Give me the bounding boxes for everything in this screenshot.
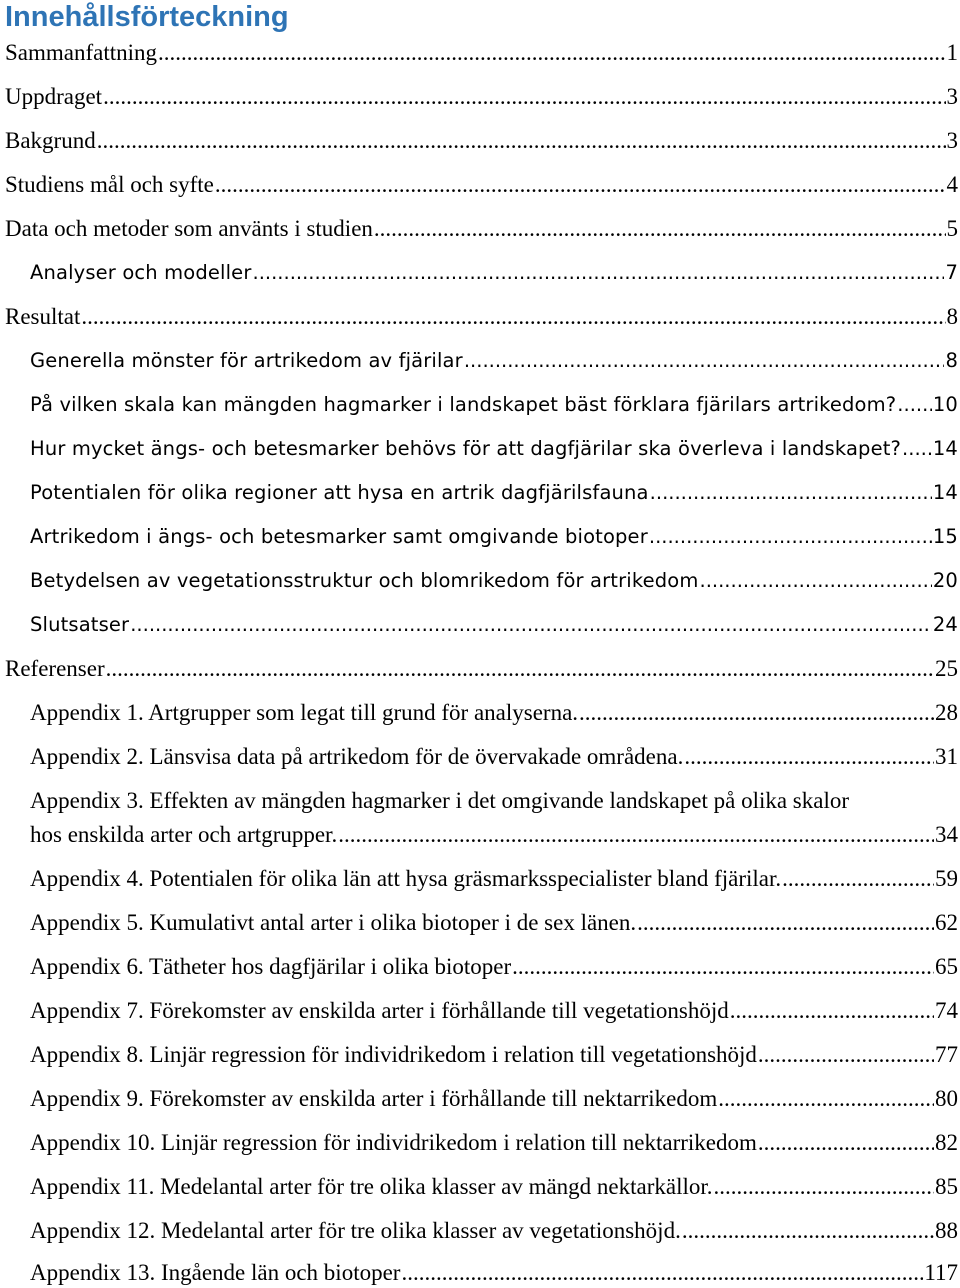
toc-entry-generella-monster[interactable]: [30, 346, 958, 376]
dot-leader: [782, 864, 934, 894]
dot-leader: [714, 1172, 934, 1202]
toc-entry-page: 82: [935, 1130, 958, 1155]
dot-leader: [97, 126, 946, 156]
toc-entry-page: 77: [935, 1042, 958, 1067]
toc-entry-hur-mycket[interactable]: [30, 434, 958, 464]
toc-entry-page: 20: [932, 569, 958, 592]
toc-entry-label: Hur mycket ängs- och betesmarker behövs för att dagfjärilar ska överleva i landskapet?: [30, 437, 902, 460]
toc-entry-label: Potentialen för olika regioner att hysa en artrik dagfjärilsfauna: [30, 481, 649, 504]
dot-leader: [253, 258, 945, 288]
dot-leader: [649, 522, 932, 552]
toc-entry-label: Generella mönster för artrikedom av fjärilar: [30, 349, 463, 372]
toc-entry-studiens-mal[interactable]: [5, 170, 958, 200]
dot-leader: [579, 698, 934, 728]
dot-leader: [130, 610, 932, 640]
toc-entry-label: Artrikedom i ängs- och betesmarker samt omgivande biotoper: [30, 525, 648, 548]
toc-entry-page: 10: [932, 393, 958, 416]
toc-entry-label: Appendix 8. Linjär regression för individrikedom i relation till vegetationshöjd: [30, 1042, 757, 1067]
toc-entry-page: 14: [932, 437, 958, 460]
toc-entry-page: 34: [935, 822, 958, 847]
toc-entry-betydelsen[interactable]: [30, 566, 958, 596]
toc-entry-pa-vilken-skala[interactable]: [30, 390, 958, 420]
toc-entry-appendix-3-line1[interactable]: Appendix 3. Effekten av mängden hagmarker i det omgivande landskapet på olika skalor: [30, 788, 850, 813]
toc-entry-page: 28: [935, 700, 958, 725]
toc-entry-appendix-13[interactable]: [30, 1258, 958, 1288]
toc-entry-label: Appendix 11. Medelantal arter för tre olika klasser av mängd nektarkällor.: [30, 1174, 713, 1199]
toc-entry-page: 80: [935, 1086, 958, 1111]
toc-entry-label: Appendix 6. Tätheter hos dagfjärilar i olika biotoper: [30, 954, 512, 979]
toc-entry-page: 7: [945, 261, 958, 284]
toc-entry-appendix-7[interactable]: [30, 996, 958, 1026]
toc-entry-appendix-5[interactable]: [30, 908, 958, 938]
toc-entry-label: Appendix 7. Förekomster av enskilda arter i förhållande till vegetationshöjd: [30, 998, 729, 1023]
toc-entry-sammanfattning[interactable]: [5, 38, 958, 68]
toc-entry-label: Appendix 10. Linjär regression för individrikedom i relation till nektarrikedom: [30, 1130, 757, 1155]
toc-entry-potentialen[interactable]: [30, 478, 958, 508]
toc-entry-label: Bakgrund: [5, 128, 96, 153]
dot-leader: [730, 996, 934, 1026]
toc-entry-resultat[interactable]: [5, 302, 958, 332]
toc-entry-page: 88: [935, 1218, 958, 1243]
toc-entry-label: Resultat: [5, 304, 81, 329]
toc-entry-label: Appendix 1. Artgrupper som legat till grund för analyserna.: [30, 700, 579, 725]
dot-leader: [374, 214, 946, 244]
toc-entry-appendix-10[interactable]: [30, 1128, 958, 1158]
toc-entry-page: 31: [935, 744, 958, 769]
dot-leader: [684, 742, 934, 772]
toc-entry-label: Appendix 13. Ingående län och biotoper: [30, 1260, 401, 1285]
toc-entry-data-och-metoder[interactable]: [5, 214, 958, 244]
toc-entry-page: 8: [945, 349, 958, 372]
toc-entry-analyser[interactable]: [30, 258, 958, 288]
toc-entry-page: 3: [946, 128, 958, 153]
toc-entry-page: 24: [932, 613, 958, 636]
dot-leader: [682, 1216, 934, 1246]
toc-entry-label: Data och metoder som använts i studien: [5, 216, 373, 241]
dot-leader: [81, 302, 945, 332]
toc-entry-page: 85: [935, 1174, 958, 1199]
dot-leader: [650, 478, 932, 508]
toc-entry-label: Appendix 2. Länsvisa data på artrikedom för de övervakade områdena.: [30, 744, 684, 769]
toc-entry-page: 65: [935, 954, 958, 979]
toc-entry-slutsatser[interactable]: [30, 610, 958, 640]
toc-entry-appendix-3[interactable]: [30, 820, 958, 850]
toc-entry-page: 15: [932, 525, 958, 548]
dot-leader: [401, 1258, 923, 1288]
toc-entry-page: 74: [935, 998, 958, 1023]
toc-entry-page: 5: [946, 216, 958, 241]
toc-entry-artrikedom[interactable]: [30, 522, 958, 552]
toc-entry-page: 8: [946, 304, 958, 329]
toc-entry-appendix-11[interactable]: [30, 1172, 958, 1202]
dot-leader: [106, 654, 934, 684]
toc-entry-page: 4: [946, 172, 958, 197]
toc-entry-appendix-1[interactable]: [30, 698, 958, 728]
toc-entry-label: Sammanfattning: [5, 40, 158, 65]
toc-entry-appendix-12[interactable]: [30, 1216, 958, 1246]
dot-leader: [758, 1128, 934, 1158]
toc-entry-label: Betydelsen av vegetationsstruktur och blomrikedom för artrikedom: [30, 569, 699, 592]
dot-leader: [758, 1040, 934, 1070]
toc-entry-label: Slutsatser: [30, 613, 130, 636]
dot-leader: [464, 346, 945, 376]
dot-leader: [700, 566, 932, 596]
toc-entry-page: 117: [924, 1260, 958, 1285]
toc-entry-label: Uppdraget: [5, 84, 103, 109]
toc-entry-page: 59: [935, 866, 958, 891]
toc-entry-uppdraget[interactable]: [5, 82, 958, 112]
toc-entry-label: Studiens mål och syfte: [5, 172, 214, 197]
toc-entry-page: 25: [935, 656, 958, 681]
toc-entry-page: 62: [935, 910, 958, 935]
toc-entry-appendix-6[interactable]: [30, 952, 958, 982]
toc-entry-label: Appendix 5. Kumulativt antal arter i olika biotoper i de sex länen.: [30, 910, 637, 935]
dot-leader: [215, 170, 946, 200]
toc-entry-label: Analyser och modeller: [30, 261, 252, 284]
toc-entry-appendix-9[interactable]: [30, 1084, 958, 1114]
toc-entry-label: Appendix 12. Medelantal arter för tre olika klasser av vegetationshöjd.: [30, 1218, 681, 1243]
toc-entry-appendix-2[interactable]: [30, 742, 958, 772]
toc-entry-bakgrund[interactable]: [5, 126, 958, 156]
dot-leader: [902, 434, 932, 464]
toc-entry-page: 14: [932, 481, 958, 504]
dot-leader: [158, 38, 945, 68]
dot-leader: [637, 908, 934, 938]
toc-entry-label: hos enskilda arter och artgrupper.: [30, 822, 338, 847]
toc-entry-page: 1: [946, 40, 958, 65]
dot-leader: [718, 1084, 934, 1114]
dot-leader: [103, 82, 945, 112]
toc-title: Innehållsförteckning: [5, 1, 289, 33]
toc-entry-label: Appendix 4. Potentialen för olika län att hysa gräsmarksspecialister bland fjärilar.: [30, 866, 782, 891]
toc-entry-appendix-8[interactable]: [30, 1040, 958, 1070]
toc-entry-label: På vilken skala kan mängden hagmarker i landskapet bäst förklara fjärilars artrikedom?: [30, 393, 897, 416]
toc-entry-appendix-4[interactable]: [30, 864, 958, 894]
toc-entry-label: Appendix 9. Förekomster av enskilda arter i förhållande till nektarrikedom: [30, 1086, 718, 1111]
toc-entry-referenser[interactable]: [5, 654, 958, 684]
dot-leader: [897, 390, 932, 420]
dot-leader: [512, 952, 934, 982]
toc-entry-page: 3: [946, 84, 958, 109]
dot-leader: [338, 820, 934, 850]
toc-entry-label: Referenser: [5, 656, 105, 681]
